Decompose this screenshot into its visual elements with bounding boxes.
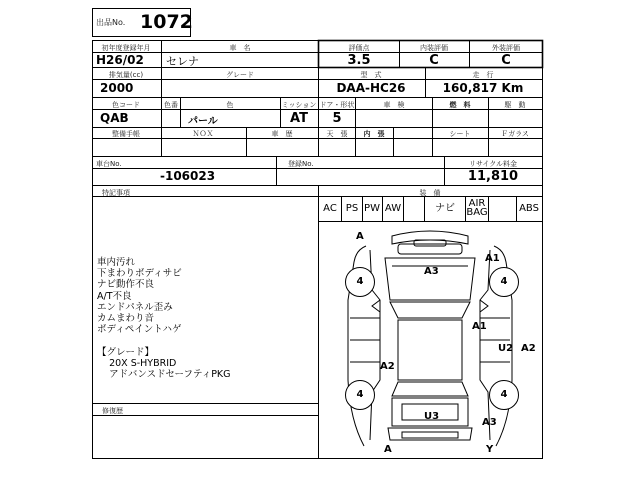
note-line: 車内汚れ	[97, 257, 136, 268]
note-line: 【グレード】	[97, 346, 155, 358]
lot-number-label: 出品No.	[96, 18, 126, 27]
equipment-item: AC	[323, 203, 337, 214]
equipment-item: PW	[364, 203, 380, 214]
mark-right-side-outer: A2	[521, 343, 536, 354]
color-number-label: 色番	[164, 101, 178, 109]
model-value: DAA-HC26	[336, 81, 406, 95]
note-line: A/T不良	[97, 290, 132, 302]
roof-lining-label: 天 張	[326, 130, 348, 138]
equipment-item: PS	[345, 203, 359, 214]
note-line: エンドパネル歪み	[97, 301, 173, 313]
mark-left-rear-door: A2	[380, 361, 395, 372]
mark-front-right: A1	[485, 253, 500, 264]
note-line: ナビ動作不良	[97, 279, 155, 291]
equipment-item: ナビ	[435, 203, 455, 214]
mission-label: ミッション	[281, 101, 317, 109]
lot-number: 1072	[140, 11, 193, 33]
interior-score-label: 内装評価	[420, 44, 448, 52]
displacement-label: 排気量(cc)	[108, 71, 144, 79]
tire-rear-left: 4	[345, 380, 375, 410]
mark-rear-right: A3	[482, 417, 497, 428]
equipment-item: AIR BAG	[466, 198, 488, 218]
score-label: 評価点	[348, 44, 370, 52]
mark-rear-hatch: U3	[424, 411, 440, 422]
color-value: パール	[188, 116, 218, 127]
note-line: 下まわりボディサビ	[97, 268, 182, 280]
displacement-value: 2000	[100, 81, 134, 95]
seat-label: シート	[449, 130, 471, 138]
tire-front-left: 4	[345, 267, 375, 297]
mark-front-top: A	[356, 231, 364, 242]
mileage-label: 走 行	[472, 71, 494, 79]
mark-hood: A3	[424, 266, 439, 277]
recycle-fee-label: リサイクル料金	[468, 160, 518, 168]
chassis-value: -106023	[160, 169, 216, 183]
note-line	[97, 335, 231, 346]
mission-value: AT	[290, 111, 308, 126]
note-line: 20X S-HYBRID	[97, 357, 177, 369]
fuel-label: 燃 料	[449, 101, 471, 109]
note-line: ボディペイントハゲ	[97, 324, 182, 336]
manual-label: 整備手帳	[112, 130, 140, 138]
exterior-score-label: 外装評価	[492, 44, 520, 52]
mark-right-front-door: A1	[472, 321, 487, 332]
equipment-item: AW	[384, 203, 402, 214]
mark-right-side: U2	[498, 343, 514, 354]
color-code-value: QAB	[100, 111, 129, 125]
tire-rear-right: 4	[489, 380, 519, 410]
grade-label: グレード	[226, 71, 254, 79]
score-value: 3.5	[347, 53, 371, 68]
chassis-label: 車台No.	[96, 160, 122, 168]
car-name-value: セレナ	[166, 55, 199, 68]
reg-year-value: H26/02	[96, 53, 144, 67]
note-line: カムまわり音	[97, 313, 155, 325]
mileage-value: 160,817 Km	[442, 81, 524, 95]
recycle-fee-value: 11,810	[467, 169, 519, 184]
history-label: 車 歴	[271, 130, 293, 138]
equipment-item: ABS	[519, 203, 539, 214]
nox-label: ＮＯＸ	[192, 130, 214, 138]
tire-front-right: 4	[489, 267, 519, 297]
interior-score-value: C	[429, 53, 439, 68]
doors-value: 5	[332, 111, 342, 126]
drive-label: 駆 動	[504, 101, 526, 109]
registration-label: 登録No.	[288, 160, 314, 168]
model-label: 型 式	[360, 71, 382, 79]
sheet-outer-border	[93, 41, 543, 459]
notes-list	[97, 257, 231, 380]
reg-year-label: 初年度登録年月	[101, 44, 151, 52]
exterior-score-value: C	[501, 53, 511, 68]
front-glass-label: Ｆガラス	[501, 130, 529, 138]
mark-rear-left: A	[384, 444, 392, 455]
repair-history-title: 修復歴	[102, 407, 123, 415]
color-code-label: 色コード	[112, 101, 140, 109]
interior-lining-label: 内 張	[363, 130, 385, 138]
doors-label: ドア・形状	[319, 101, 355, 109]
inspection-label: 車 検	[383, 101, 405, 109]
equipment-title: 装 備	[419, 189, 441, 197]
color-label: 色	[226, 101, 234, 109]
mark-rear-bottom: Y	[486, 444, 494, 455]
car-name-label: 車 名	[229, 44, 251, 52]
notes-title: 特記事項	[102, 189, 130, 197]
note-line: アドバンスドセーフティPKG	[97, 369, 231, 381]
